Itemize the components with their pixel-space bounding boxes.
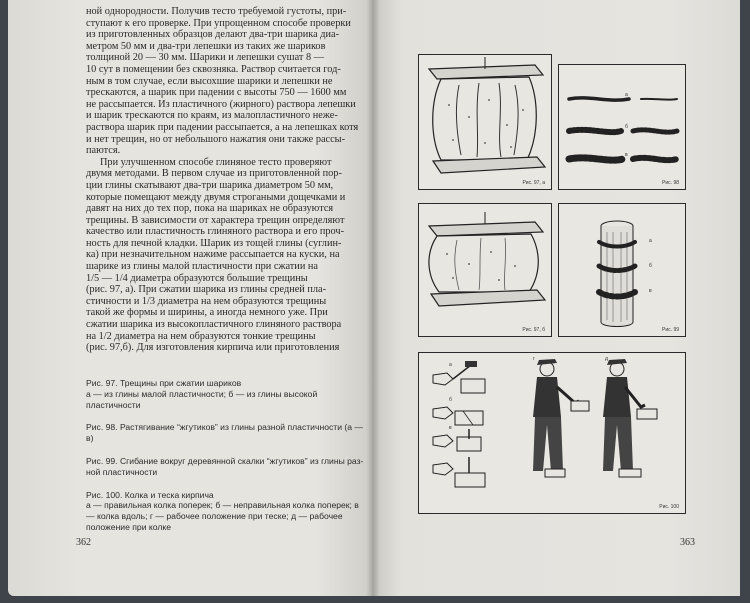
figure-98-drawing <box>559 65 685 189</box>
caption-title: Рис. 99. Сгибание вокруг деревянной скалки “жгутиков” из глины раз- <box>86 455 364 466</box>
body-line: ным в том случае, если высохшие шарики и лепешки не <box>86 75 333 87</box>
body-line: ность для печной кладки. Шарик из тощей глины (суглин- <box>86 237 342 249</box>
figure-100-label-e: д <box>605 356 608 362</box>
figure-98-label-a: а <box>625 92 628 98</box>
body-line: на 1/2 диаметра на нем образуются тонкие трещины <box>86 330 316 342</box>
body-line: и нет трещин, но от небольшого нажатия они также рассы- <box>86 133 346 145</box>
body-line: не рассыпается. Из пластичного (жирного) раствора лепешки <box>86 98 356 110</box>
body-line: 1/5 — 1/4 диаметра образуются большие трещины <box>86 272 308 284</box>
figure-98-label: Рис. 98 <box>662 180 679 186</box>
right-page-number: 363 <box>680 537 695 548</box>
caption-fig-99 <box>86 456 368 478</box>
body-line: шарике из глины малой пластичности при сжатии на <box>86 261 318 273</box>
caption-text: а — правильная колка поперек; б — неправильная колка поперек; в — колка вдоль; г — рабочее положение при теске; д — рабочее положение при колке <box>86 500 359 532</box>
body-line: которые помещают между двумя строгаными дощечками и <box>86 191 346 203</box>
body-line: качество или пластичность глиняного раствора и его проч- <box>86 226 345 238</box>
figure-97a-label: Рис. 97, а <box>522 180 545 186</box>
paragraph-1 <box>86 6 368 157</box>
body-line: ка) при незначительном нажиме рассыпается на куски, на <box>86 249 340 261</box>
figure-99-label-c: в <box>649 288 652 294</box>
figure-100 <box>418 352 686 514</box>
right-page <box>372 0 740 596</box>
figure-99 <box>558 203 686 337</box>
caption-fig-97 <box>86 378 368 410</box>
body-line: толщиной 20 — 30 мм. Шарики и лепешки сушат 8 — <box>86 52 324 64</box>
left-page <box>8 0 372 596</box>
caption-text: ной пластичности <box>86 466 158 477</box>
body-line: При улучшенном способе глиняное тесто проверяют <box>100 156 332 168</box>
figure-99-label-a: а <box>649 238 652 244</box>
paragraph-2 <box>86 157 368 354</box>
body-line: ной однородности. Получив тесто требуемой густоты, при- <box>86 6 347 17</box>
figure-99-label: Рис. 99 <box>662 327 679 333</box>
caption-fig-100 <box>86 490 368 533</box>
figure-captions <box>86 378 368 545</box>
figure-100-label-c: в <box>449 425 452 431</box>
caption-title: Рис. 100. Колка и теска кирпича <box>86 489 214 500</box>
left-body-text <box>86 6 368 354</box>
body-line: стичности и 1/3 диаметра на нем образуются трещины <box>86 295 327 307</box>
body-line: из приготовленных образцов делают два-три шарика диа- <box>86 29 340 41</box>
left-page-number: 362 <box>76 537 91 548</box>
figure-100-drawing <box>419 353 685 513</box>
figure-98-label-b: б <box>625 124 628 130</box>
figure-99-drawing <box>559 204 685 336</box>
body-line: сжатии шарика из высокопластичного глиняного раствора <box>86 319 342 331</box>
body-line: ции глины скатывают два-три шарика диаметром 50 мм, <box>86 179 334 191</box>
body-line: метром 50 мм и два-три лепешки из таких же шариков <box>86 40 326 52</box>
figure-97a <box>418 54 552 190</box>
caption-fig-98 <box>86 422 368 444</box>
caption-title: Рис. 98. Растягивание “жгутиков” из глины разной пластичности (а — в) <box>86 422 364 444</box>
body-line: такой же формы и ширины, а иногда немного уже. При <box>86 307 328 319</box>
figure-97a-drawing <box>419 55 551 189</box>
caption-title: Рис. 97. Трещины при сжатии шариков <box>86 378 242 388</box>
body-line: трещины. В зависимости от характера трещин определяют <box>86 214 345 226</box>
body-line: раствора шарик при падении рассыпается, а на лепешках котя <box>86 121 359 133</box>
body-line: 10 сут в помещении без сквозняка. Раствор считается год- <box>86 63 341 75</box>
body-line: двумя методами. В первом случае из приготовленной пор- <box>86 168 342 180</box>
figure-98-label-c: в <box>625 152 628 158</box>
body-line: (рис. 97,б). Для изготовления кирпича или приготовления <box>86 342 340 354</box>
body-line: (рис. 97, а). При сжатии шарика из глины средней пла- <box>86 284 327 296</box>
body-line: и шарик трескаются по краям, из малопластичного неже- <box>86 110 338 122</box>
figure-99-label-b: б <box>649 263 652 269</box>
body-line: трескаются, а шарик при падении с высоты 750 — 1600 мм <box>86 87 347 99</box>
body-line: паются. <box>86 145 121 157</box>
body-line: ступают к его проверке. При упрощенном способе проверки <box>86 17 351 29</box>
figure-100-label-d: г <box>533 356 535 362</box>
figure-97b-label: Рис. 97, б <box>522 327 545 333</box>
body-line: давят на них до тех пор, пока на шариках не образуются <box>86 203 334 215</box>
figure-100-label-a: а <box>449 362 452 368</box>
figure-97b-drawing <box>419 204 551 336</box>
caption-text: а — из глины малой пластичности; б — из глины высокой пластичности <box>86 388 318 410</box>
figure-100-label-b: б <box>449 397 452 403</box>
figure-97b <box>418 203 552 337</box>
figure-98 <box>558 64 686 190</box>
figure-100-label: Рис. 100 <box>659 504 679 510</box>
